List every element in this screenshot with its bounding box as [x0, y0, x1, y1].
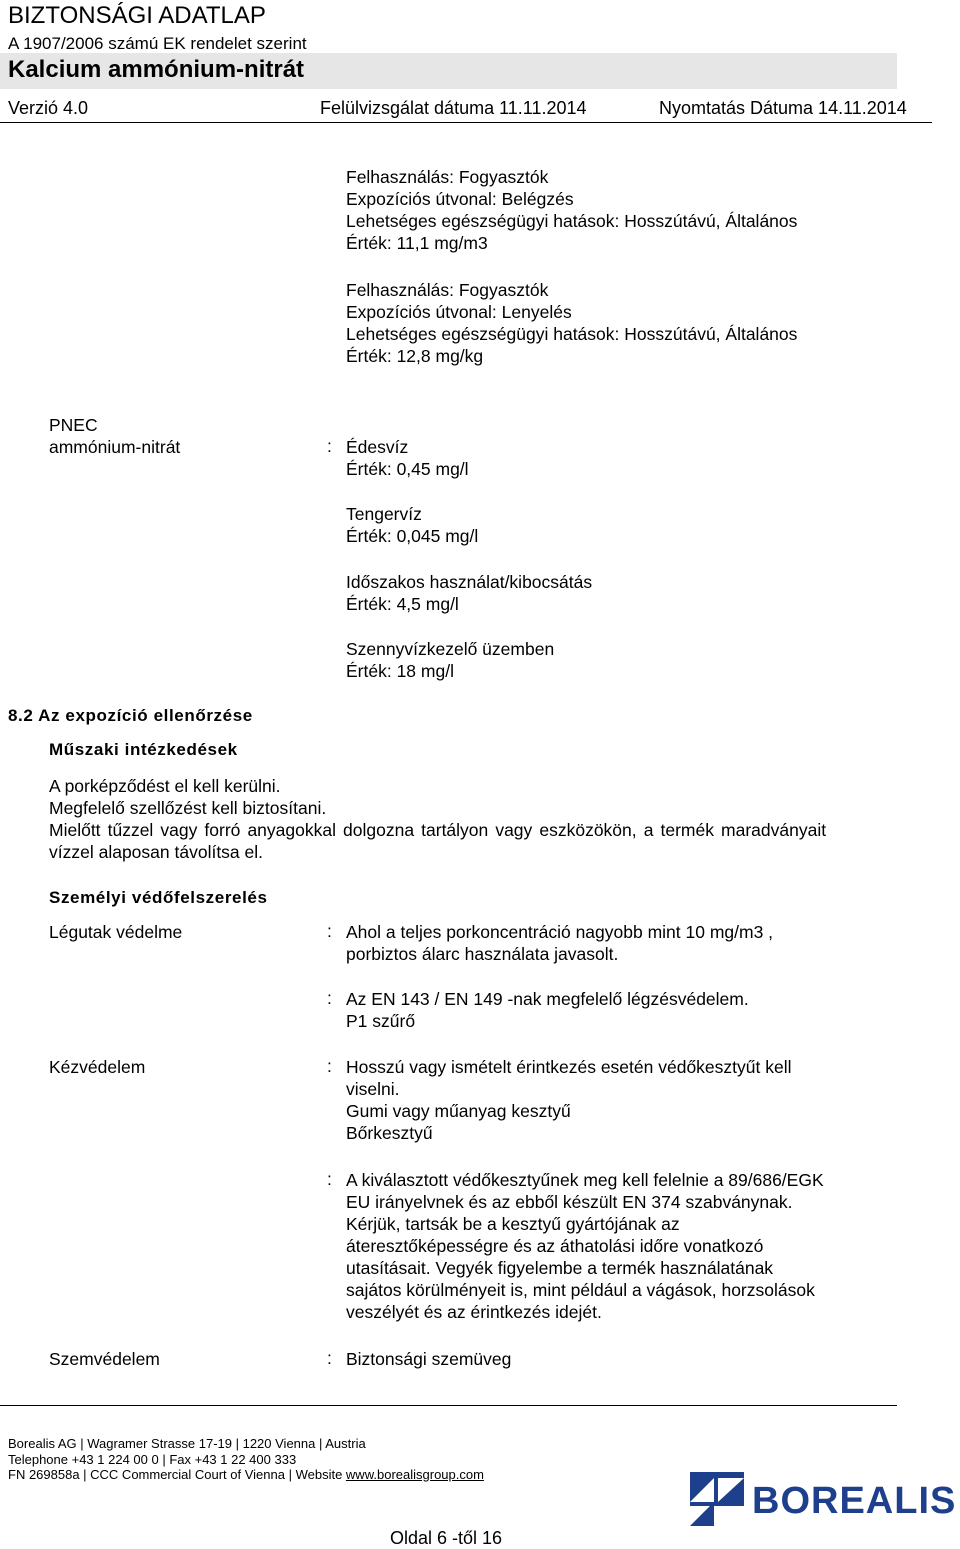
print-date: Nyomtatás Dátuma 14.11.2014	[659, 98, 907, 118]
text-line: Hosszú vagy ismételt érintkezés esetén védőkesztyűt kell	[346, 1057, 792, 1077]
respiratory-entry-2	[346, 988, 749, 1032]
dnel-use: Felhasználás: Fogyasztók	[346, 167, 549, 187]
colon: :	[327, 1056, 332, 1076]
document-title: BIZTONSÁGI ADATLAP	[8, 2, 266, 29]
borealis-logo-text: BOREALIS	[752, 1480, 957, 1522]
footer-registration	[8, 1467, 484, 1483]
pnec-compartment: Szennyvízkezelő üzemben	[346, 639, 555, 659]
dnel-use: Felhasználás: Fogyasztók	[346, 280, 549, 300]
text-line: vízzel alaposan távolítsa el.	[49, 842, 264, 862]
ppe-heading: Személyi védőfelszerelés	[49, 888, 268, 907]
dnel-value: Érték: 12,8 mg/kg	[346, 346, 484, 366]
respiratory-entry-1	[346, 921, 773, 965]
colon: :	[327, 1169, 332, 1189]
text-line: EU irányelvnek és az ebből készült EN 374 szabványnak.	[346, 1192, 793, 1212]
hand-protection-label: Kézvédelem	[49, 1057, 146, 1077]
text-line: áteresztőképességre és az áthatolási időre vonatkozó	[346, 1236, 764, 1256]
text-line: Biztonsági szemüveg	[346, 1349, 512, 1369]
footer-phone: Telephone +43 1 224 00 0 | Fax +43 1 22 400 333	[8, 1451, 297, 1467]
respiratory-label: Légutak védelme	[49, 922, 183, 942]
pnec-compartment: Édesvíz	[346, 437, 409, 457]
pnec-compartment: Időszakos használat/kibocsátás	[346, 572, 593, 592]
text-line: Mielőtt tűzzel vagy forró anyagokkal dolgozna tartályon vagy eszközökön, a termék maradványait	[49, 820, 827, 840]
text-line: Gumi vagy műanyag kesztyű	[346, 1101, 571, 1121]
footer-rule	[0, 1405, 897, 1406]
text-line: P1 szűrő	[346, 1011, 416, 1031]
dnel-route: Expozíciós útvonal: Lenyelés	[346, 302, 572, 322]
pnec-item-marine	[346, 503, 478, 547]
text-line: utasításait. Vegyék figyelembe a termék használatának	[346, 1258, 774, 1278]
eye-protection-label: Szemvédelem	[49, 1349, 160, 1369]
pnec-item-sewage	[346, 638, 554, 682]
pnec-value: Érték: 0,045 mg/l	[346, 526, 479, 546]
pnec-value: Érték: 4,5 mg/l	[346, 594, 459, 614]
footer-company-info	[8, 1436, 484, 1483]
review-date: Felülvizsgálat dátuma 11.11.2014	[320, 98, 587, 118]
text-line: A porképződést el kell kerülni.	[49, 776, 281, 796]
colon: :	[327, 988, 332, 1008]
text-line: veszélyét és az érintkezés idejét.	[346, 1302, 602, 1322]
pnec-item-intermittent	[346, 571, 592, 615]
product-name: Kalcium ammónium-nitrát	[8, 56, 305, 83]
dnel-value: Érték: 11,1 mg/m3	[346, 233, 488, 253]
text-line: porbiztos álarc használata javasolt.	[346, 944, 619, 964]
pnec-value: Érték: 18 mg/l	[346, 661, 454, 681]
technical-measures-text	[49, 775, 826, 863]
footer-registration-text: FN 269858a | CCC Commercial Court of Vienna | Website	[8, 1467, 346, 1482]
regulation-text: A 1907/2006 számú EK rendelet szerint	[8, 34, 307, 53]
dnel-block-1	[346, 166, 797, 254]
text-line: Az EN 143 / EN 149 -nak megfelelő légzésvédelem.	[346, 989, 749, 1009]
hand-entry-2	[346, 1169, 824, 1323]
pnec-item-freshwater	[346, 436, 469, 480]
technical-measures-heading: Műszaki intézkedések	[49, 740, 238, 759]
pnec-colon: :	[327, 436, 332, 456]
dnel-effects: Lehetséges egészségügyi hatások: Hosszútávú, Általános	[346, 211, 798, 231]
colon: :	[327, 1348, 332, 1368]
dnel-block-2	[346, 279, 797, 367]
footer-website-link[interactable]: www.borealisgroup.com	[345, 1467, 484, 1482]
header-rule	[0, 122, 932, 123]
pnec-substance: ammónium-nitrát	[49, 437, 181, 457]
borealis-logo-icon	[690, 1472, 744, 1526]
text-line: Bőrkesztyű	[346, 1123, 433, 1143]
text-line: viselni.	[346, 1079, 400, 1099]
version-text: Verzió 4.0	[8, 98, 89, 118]
pnec-value: Érték: 0,45 mg/l	[346, 459, 469, 479]
dnel-effects: Lehetséges egészségügyi hatások: Hosszútávú, Általános	[346, 324, 798, 344]
dnel-route: Expozíciós útvonal: Belégzés	[346, 189, 574, 209]
text-line: A kiválasztott védőkesztyűnek meg kell felelnie a 89/686/EGK	[346, 1170, 824, 1190]
pnec-heading: PNEC	[49, 415, 98, 435]
pnec-compartment: Tengervíz	[346, 504, 422, 524]
text-line: sajátos körülményeit is, mint például a vágások, horzsolások	[346, 1280, 815, 1300]
colon: :	[327, 921, 332, 941]
text-line: Kérjük, tartsák be a kesztyű gyártójának az	[346, 1214, 680, 1234]
page-number: Oldal 6 -től 16	[390, 1528, 503, 1548]
section-8-2-heading: 8.2 Az expozíció ellenőrzése	[8, 706, 253, 725]
borealis-logo	[690, 1472, 960, 1526]
eye-entry-1	[346, 1348, 511, 1370]
footer-address: Borealis AG | Wagramer Strasse 17-19 | 1220 Vienna | Austria	[8, 1436, 366, 1451]
text-line: Megfelelő szellőzést kell biztosítani.	[49, 798, 327, 818]
text-line: Ahol a teljes porkoncentráció nagyobb mint 10 mg/m3 ,	[346, 922, 774, 942]
hand-entry-1	[346, 1056, 791, 1144]
